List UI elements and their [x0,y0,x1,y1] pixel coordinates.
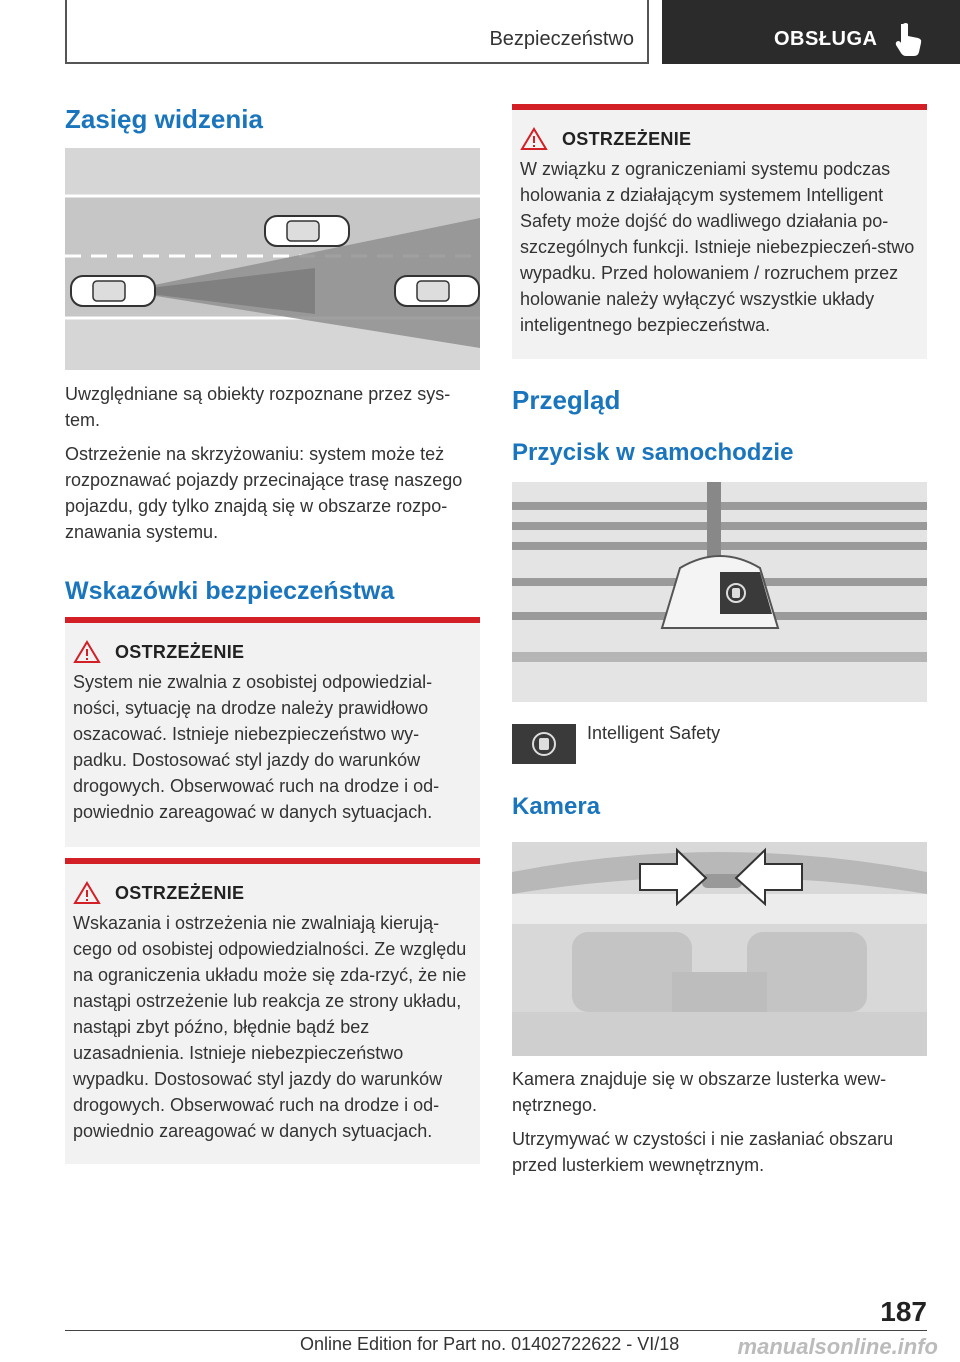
footer-edition: Online Edition for Part no. 01402722622 - VI/18 [300,1334,680,1354]
paragraph-objects: Uwzględniane są obiekty rozpoznane przez sys-tem. [65,384,451,430]
chapter-tab-label: OBSŁUGA [774,28,878,50]
car-button-photo [512,482,927,702]
heading-safety-notes: Wskazówki bezpieczeństwa [65,577,395,605]
car-top [265,216,349,246]
camera-location-photo [512,842,927,1056]
warning-text: System nie zwalnia z osobistej odpowiedzial-ności, sytuację na drodze należy prawidłowo oszacować. Istnieje niebezpieczeństwo wy-padku. Dostosować styl jazdy do warunków drogowych. Obserwować ruch na drodze i od-powiednio zareagować w danych sytuacjach. [73,672,440,822]
warning-triangle-icon [73,881,101,905]
header-divider-left [65,0,67,64]
watermark: manualsonline.info [737,1334,938,1359]
warning-text: W związku z ograniczeniami systemu podczas holowania z działającym systemem Intelligent Safety może dojść do wadliwego działania po-szczególnych funkcji. Istnieje niebezpieczeń-stwo wypadku. Przed holowaniem / rozruchem przez holowanie należy wyłączyć wszystkie układy inteligentnego bezpieczeństwa. [520,159,915,335]
heading-przeglad: Przegląd [512,385,621,415]
warning-triangle-icon [520,127,548,151]
button-label: Intelligent Safety [587,723,721,743]
heading-przycisk: Przycisk w samochodzie [512,439,794,466]
warning-triangle-icon [73,640,101,664]
warning-box-1 [65,617,480,847]
car-ego [71,276,155,306]
header-chapter-tab[interactable] [662,0,960,64]
paragraph-camera-location: Kamera znajduje się w obszarze lusterka wew-nętrznego. [512,1069,887,1115]
warning-text: Wskazania i ostrzeżenia nie zwalniają kierują-cego od osobistej odpowiedzialności. Ze względu na ograniczenia układu może się zda-rzyć, że nie nastąpi ostrzeżenie lub reakcja ze strony układu, nastąpi zbyt późno, błędnie bądź bez uzasadnienia. Istnieje niebezpieczeństwo wypadku. Dostosować styl jazdy do warunków drogowych. Obserwować ruch na drodze i od-powiednio zareagować w danych sytuacjach. [73,913,467,1141]
warning-box-3 [512,104,927,359]
detection-range-diagram [65,148,480,370]
header-underline [65,62,649,64]
footer-divider [65,1330,927,1331]
paragraph-crossing-warning: Ostrzeżenie na skrzyżowaniu: system może też rozpoznawać pojazdy przecinające trasę naszego pojazdu, gdy tylko znajdą się w obszarze rozpo-znawania systemu. [65,444,463,542]
car-front [395,276,479,306]
header-divider-right [647,0,649,64]
warning-box-2 [65,858,480,1164]
paragraph-camera-clean: Utrzymywać w czystości i nie zasłaniać obszaru przed lusterkiem wewnętrznym. [512,1129,894,1175]
intelligent-safety-icon [512,724,576,764]
header-section-title: Bezpieczeństwo [489,28,634,50]
heading-kamera: Kamera [512,793,601,820]
warning-title: OSTRZEŻENIE [562,128,692,149]
warning-title: OSTRZEŻENIE [115,882,245,903]
page-number: 187 [880,1296,927,1327]
pointing-hand-icon [894,22,924,56]
heading-zasieg-widzenia: Zasięg widzenia [65,104,263,134]
intelligent-safety-button-legend [512,724,927,764]
warning-title: OSTRZEŻENIE [115,641,245,662]
